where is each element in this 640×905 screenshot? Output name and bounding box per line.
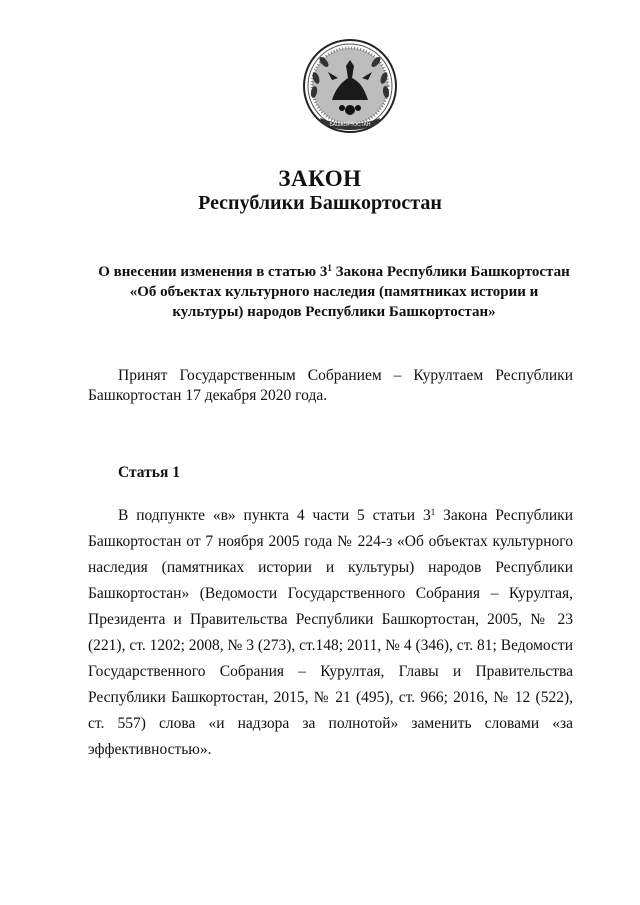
article-body: В подпункте «в» пункта 4 части 5 статьи $3^1$ Закона Республики Башкортостан от 7 ноября 2005 года № 224-з «Об объектах культурного наследия (памятниках истории и культуры) народов Республики Башкортостан» (Ведомости Государственного Собрания – Курултая, Президента и Правительства Республики Башкортостан, 2005, № 23 (221), ст. 1202; 2008, № 3 (273), ст.148; 2011, № 4 (346), ст. 81; Ведомости Государственного Собрания – Курултая, Главы и Правительства Республики Башкортостан, 2015, № 21 (495), ст. 966; 2016, № 12 (522), ст. 557) слова «и надзора за полнотой» заменить словами «за эффективностью». bbox=[88, 507, 573, 758]
law-heading bbox=[84, 262, 584, 322]
heading-line-3: культуры) народов Республики Башкортостан» bbox=[172, 304, 496, 320]
document-title: ЗАКОН bbox=[278, 166, 362, 191]
article-title: Статья 1 bbox=[118, 464, 180, 481]
coat-of-arms-icon bbox=[302, 38, 398, 134]
adoption-statement: Принят Государственным Собранием – Курултаем Республики Башкортостан 17 декабря 2020 года. bbox=[88, 367, 573, 404]
document-subtitle: Республики Башкортостан bbox=[198, 192, 442, 214]
heading-line-1: О внесении изменения в статью $3^1$ Закона Республики Башкортостан bbox=[98, 263, 570, 280]
emblem-ribbon-text: БАШКОРТОСТАН bbox=[329, 122, 371, 128]
heading-line-2: «Об объектах культурного наследия (памятниках истории и bbox=[129, 284, 539, 300]
